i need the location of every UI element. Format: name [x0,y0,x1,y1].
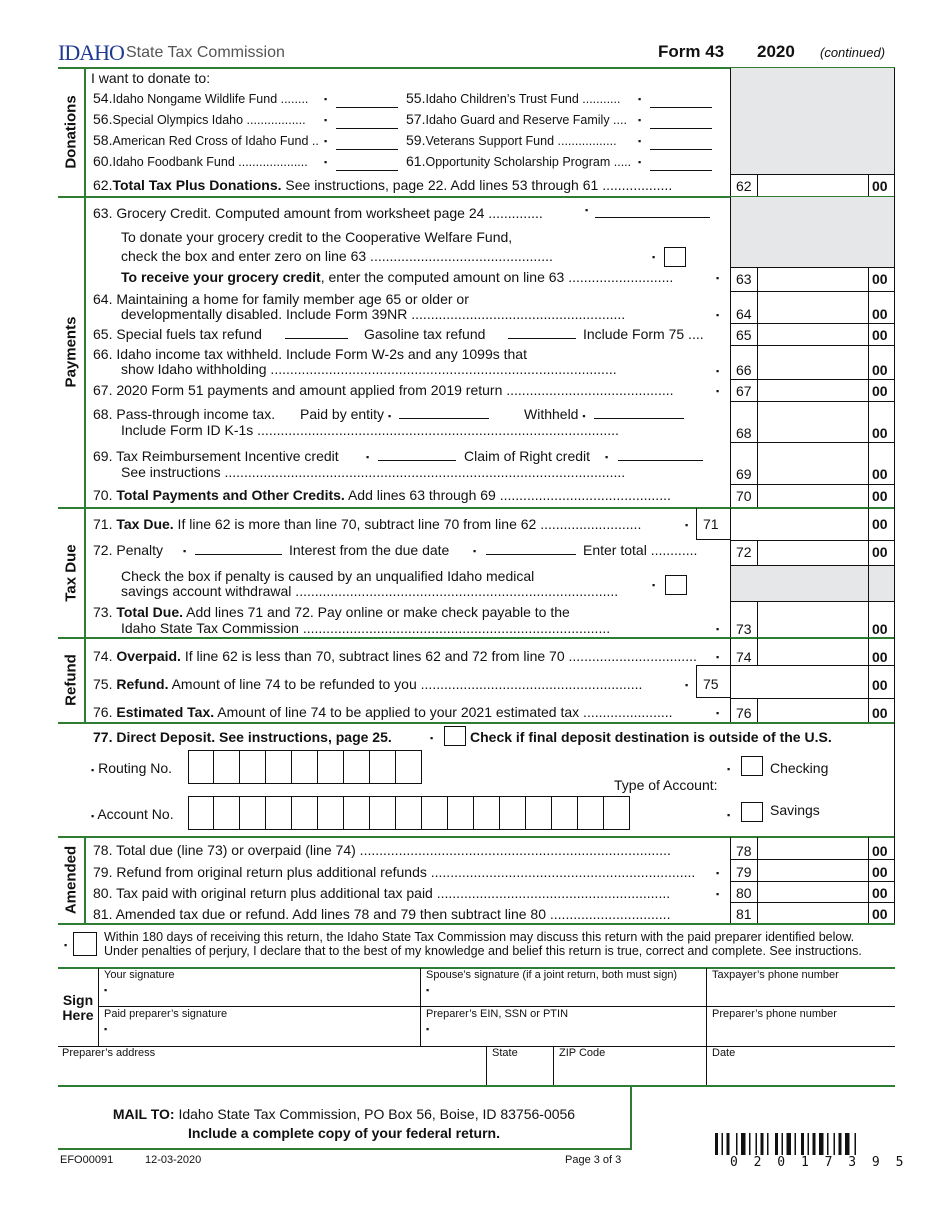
barcode-bar [736,1133,738,1155]
section-payments: Payments [58,197,86,507]
taxpayer-phone-field[interactable]: Taxpayer’s phone number [712,969,839,981]
checking-checkbox[interactable] [741,756,763,776]
grocery-credit-input[interactable] [595,217,710,218]
outside-us-label: Check if final deposit destination is outside of the U.S. [470,729,832,745]
perjury-text: Under penalties of perjury, I declare that to the best of my knowledge and belief this return is true, correct and complete. See instructions. [104,944,862,958]
line-number-box: 79 [736,864,752,880]
donation-amount-input[interactable] [650,149,712,150]
line-76: 76. Estimated Tax. Amount of line 74 to be applied to your 2021 estimated tax ....................... [93,704,673,720]
line-72: 72. Penalty [93,542,164,558]
mail-note: Include a complete copy of your federal return. [188,1125,500,1141]
page-number: Page 3 of 3 [565,1154,622,1166]
digit-cell[interactable] [266,750,292,784]
account-number-input[interactable] [188,796,630,830]
claim-of-right-input[interactable] [618,460,703,461]
donation-amount-input[interactable] [336,149,398,150]
preparer-ein-field[interactable]: Preparer’s EIN, SSN or PTIN ▪ [426,1008,569,1034]
section-amended: Amended [58,837,86,923]
line-62: 62.Total Tax Plus Donations. See instructions, page 22. Add lines 53 through 61 .................. [93,177,673,193]
cents-label: 00 [872,306,888,322]
special-fuels-input[interactable] [285,338,348,339]
donation-amount-input[interactable] [650,107,712,108]
amount-field-62[interactable] [757,175,869,195]
digit-cell[interactable] [604,796,630,830]
amount-field-76[interactable] [757,702,869,722]
cents-label: 00 [872,178,888,194]
checking-label: Checking [770,760,829,776]
digit-cell[interactable] [266,796,292,830]
cents-label: 00 [872,516,888,532]
line-74: 74. Overpaid. If line 62 is less than 70, subtract lines 62 and 72 from line 70 ................................. [93,648,697,664]
form-title: Form 43 [658,42,725,61]
line-73: 73. Total Due. Add lines 71 and 72. Pay online or make check payable to the [93,604,570,620]
cents-label: 00 [872,864,888,880]
section-donations: Donations [58,68,86,196]
donation-item: 59.Veterans Support Fund ................. [406,132,617,148]
amount-field-80[interactable] [757,882,869,902]
line-number-box: 74 [736,649,752,665]
consent-text: Within 180 days of receiving this return, the Idaho State Tax Commission may discuss this return with the paid preparer identified below. [104,930,855,944]
digit-cell[interactable] [396,796,422,830]
amount-field-70[interactable] [757,485,869,505]
line-64: 64. Maintaining a home for family member age 65 or older or [93,291,469,307]
barcode-bar [722,1133,724,1155]
donation-amount-input[interactable] [650,170,712,171]
grocery-donate-checkbox[interactable] [664,247,686,267]
paid-by-entity-input[interactable] [399,418,489,419]
barcode-bar [761,1133,764,1155]
form-year: 2020 [757,42,795,61]
amount-field-81[interactable] [757,903,869,923]
line-69: 69. Tax Reimbursement Incentive credit [93,448,339,464]
line-67: 67. 2020 Form 51 payments and amount applied from 2019 return ........................................... [93,382,674,398]
amount-field-66[interactable] [757,359,869,379]
amount-field-74[interactable] [757,646,869,666]
mail-to: MAIL TO: Idaho State Tax Commission, PO Box 56, Boise, ID 83756-0056 [112,1106,576,1122]
barcode-bar [845,1133,850,1155]
line-number-box: 73 [736,621,752,637]
digit-cell[interactable] [292,796,318,830]
penalty-input[interactable] [195,554,282,555]
barcode-bar [715,1133,718,1155]
digit-cell[interactable] [578,796,604,830]
line-number-box: 63 [736,271,752,287]
line-number-box: 80 [736,885,752,901]
medical-savings-checkbox[interactable] [665,575,687,595]
amount-field-79[interactable] [757,861,869,881]
line-number-box: 69 [736,466,752,482]
barcode-bar [808,1133,810,1155]
amount-field-78[interactable] [757,840,869,860]
form-code: EFO00091 [60,1154,114,1166]
barcode-bar [749,1133,751,1155]
digit-cell[interactable] [214,750,240,784]
line-80: 80. Tax paid with original return plus additional tax paid ............................................................ [93,885,671,901]
digit-cell[interactable] [292,750,318,784]
barcode-bar [787,1133,792,1155]
tax-reimbursement-input[interactable] [378,460,456,461]
digit-cell[interactable] [370,750,396,784]
barcode-bar [782,1133,784,1155]
preparer-phone-field[interactable]: Preparer’s phone number [712,1008,837,1020]
digit-cell[interactable] [474,796,500,830]
preparer-signature-field[interactable]: Paid preparer’s signature ▪ [104,1008,228,1034]
line-66: 66. Idaho income tax withheld. Include Form W-2s and any 1099s that [93,346,527,362]
barcode-bar [756,1133,758,1155]
cents-label: 00 [872,544,888,560]
line-63-donate: To donate your grocery credit to the Cooperative Welfare Fund, [121,229,513,245]
date-field[interactable]: Date [712,1047,736,1059]
continued-label: (continued) [820,45,886,60]
digit-cell[interactable] [188,750,214,784]
interest-input[interactable] [486,554,576,555]
sign-here-label: Sign Here [62,992,94,1023]
line-65: 65. Special fuels tax refund [93,326,262,342]
spouse-signature-field[interactable]: Spouse’s signature (if a joint return, both must sign) ▪ [426,969,678,995]
line-70: 70. Total Payments and Other Credits. Add lines 63 through 69 ............................................ [93,487,671,503]
line-75: 75. Refund. Amount of line 74 to be refunded to you ......................................................... [93,676,643,692]
cents-label: 00 [872,327,888,343]
account-label: ▪ Account No. [91,806,174,822]
barcode-number: 0 2 0 1 7 3 9 5 [730,1155,908,1170]
cents-label: 00 [872,383,888,399]
savings-label: Savings [770,802,820,818]
digit-cell[interactable] [344,750,370,784]
cents-label: 00 [872,466,888,482]
barcode-bar [819,1133,824,1155]
account-type-label: Type of Account: [614,777,718,793]
amount-field-69[interactable] [757,463,869,483]
cents-label: 00 [872,488,888,504]
your-signature-field[interactable]: Your signature ▪ [104,969,175,995]
state-field[interactable]: State [492,1047,518,1059]
donation-item: 57.Idaho Guard and Reserve Family .... [406,111,627,127]
line-77: 77. Direct Deposit. See instructions, page 25. [93,729,392,745]
digit-cell[interactable] [552,796,578,830]
idaho-logo: IDAHO [58,40,124,65]
amount-field-67[interactable] [757,380,869,400]
donation-amount-input[interactable] [336,107,398,108]
routing-number-input[interactable] [188,750,422,784]
preparer-address-field[interactable]: Preparer’s address [62,1047,156,1059]
cents-label: 00 [872,705,888,721]
line-63-receive: To receive your grocery credit, enter the computed amount on line 63 ........................... [121,269,674,285]
donation-amount-input[interactable] [336,128,398,129]
agency-name: State Tax Commission [126,44,285,61]
line-63: 63. Grocery Credit. Computed amount from worksheet page 24 .............. [93,205,543,221]
barcode-bar [741,1133,746,1155]
barcode-bar [795,1133,797,1155]
line-81: 81. Amended tax due or refund. Add lines 78 and 79 then subtract line 80 ............................... [93,906,671,922]
barcode-bar [827,1133,829,1155]
amount-field-73[interactable] [757,618,869,638]
barcode-bar [727,1133,730,1155]
cents-label: 00 [872,621,888,637]
line-number-box: 67 [736,383,752,399]
donation-item: 58.American Red Cross of Idaho Fund .. [93,132,319,148]
amount-field-68[interactable] [757,422,869,442]
zip-field[interactable]: ZIP Code [559,1047,606,1059]
barcode [715,1133,895,1155]
amount-field-65[interactable] [757,324,869,344]
digit-cell[interactable] [344,796,370,830]
gasoline-refund-input[interactable] [508,338,576,339]
donate-intro: I want to donate to: [91,70,211,86]
donation-item: 56.Special Olympics Idaho ................. [93,111,306,127]
digit-cell[interactable] [526,796,552,830]
section-taxdue: Tax Due [58,508,86,637]
cents-label: 00 [872,885,888,901]
line-78: 78. Total due (line 73) or overpaid (line 74) ................................................................................ [93,842,671,858]
form-date: 12-03-2020 [145,1154,202,1166]
line-number-box: 68 [736,425,752,441]
digit-cell[interactable] [318,750,344,784]
cents-label: 00 [872,362,888,378]
line-number-box: 62 [736,178,752,194]
digit-cell[interactable] [188,796,214,830]
line-number-box: 81 [736,906,752,922]
line-number-box: 65 [736,327,752,343]
savings-checkbox[interactable] [741,802,763,822]
line-number-box: 70 [736,488,752,504]
line-number-box: 66 [736,362,752,378]
digit-cell[interactable] [448,796,474,830]
line-79: 79. Refund from original return plus additional refunds .................................................................... [93,864,696,880]
cents-label: 00 [872,425,888,441]
line-68: 68. Pass-through income tax. [93,406,276,422]
preparer-consent-checkbox[interactable] [73,932,97,956]
line-number-box: 76 [736,705,752,721]
barcode-bar [775,1133,778,1155]
amount-field-63[interactable] [757,268,869,288]
section-refund: Refund [58,638,86,722]
digit-cell[interactable] [318,796,344,830]
line-number-box: 78 [736,843,752,859]
cents-label: 00 [872,271,888,287]
digit-cell[interactable] [240,796,266,830]
barcode-bar [839,1133,842,1155]
donation-item: 60.Idaho Foodbank Fund .................... [93,153,308,169]
barcode-bar [813,1133,816,1155]
digit-cell[interactable] [500,796,526,830]
outside-us-checkbox[interactable] [444,726,466,746]
digit-cell[interactable] [370,796,396,830]
digit-cell[interactable] [396,750,422,784]
digit-cell[interactable] [422,796,448,830]
amount-field-64[interactable] [757,303,869,323]
cents-label: 00 [872,843,888,859]
donation-item: 61.Opportunity Scholarship Program ..... [406,153,632,169]
routing-label: ▪ Routing No. [91,760,173,776]
cents-label: 00 [872,649,888,665]
donation-amount-input[interactable] [336,170,398,171]
digit-cell[interactable] [240,750,266,784]
line-number-box: 64 [736,306,752,322]
barcode-bar [801,1133,804,1155]
barcode-bar [855,1133,857,1155]
line-number-box: 72 [736,544,752,560]
line-71: 71. Tax Due. If line 62 is more than line 70, subtract line 70 from line 62 .......................... [93,516,642,532]
amount-field-72[interactable] [757,541,869,561]
cents-label: 00 [872,906,888,922]
donation-item: 55.Idaho Children’s Trust Fund ........... [406,90,621,106]
digit-cell[interactable] [214,796,240,830]
withheld-input[interactable] [594,418,684,419]
donation-amount-input[interactable] [650,128,712,129]
barcode-bar [767,1133,769,1155]
barcode-bar [834,1133,836,1155]
cents-label: 00 [872,677,888,693]
donation-item: 54.Idaho Nongame Wildlife Fund ........ [93,90,309,106]
